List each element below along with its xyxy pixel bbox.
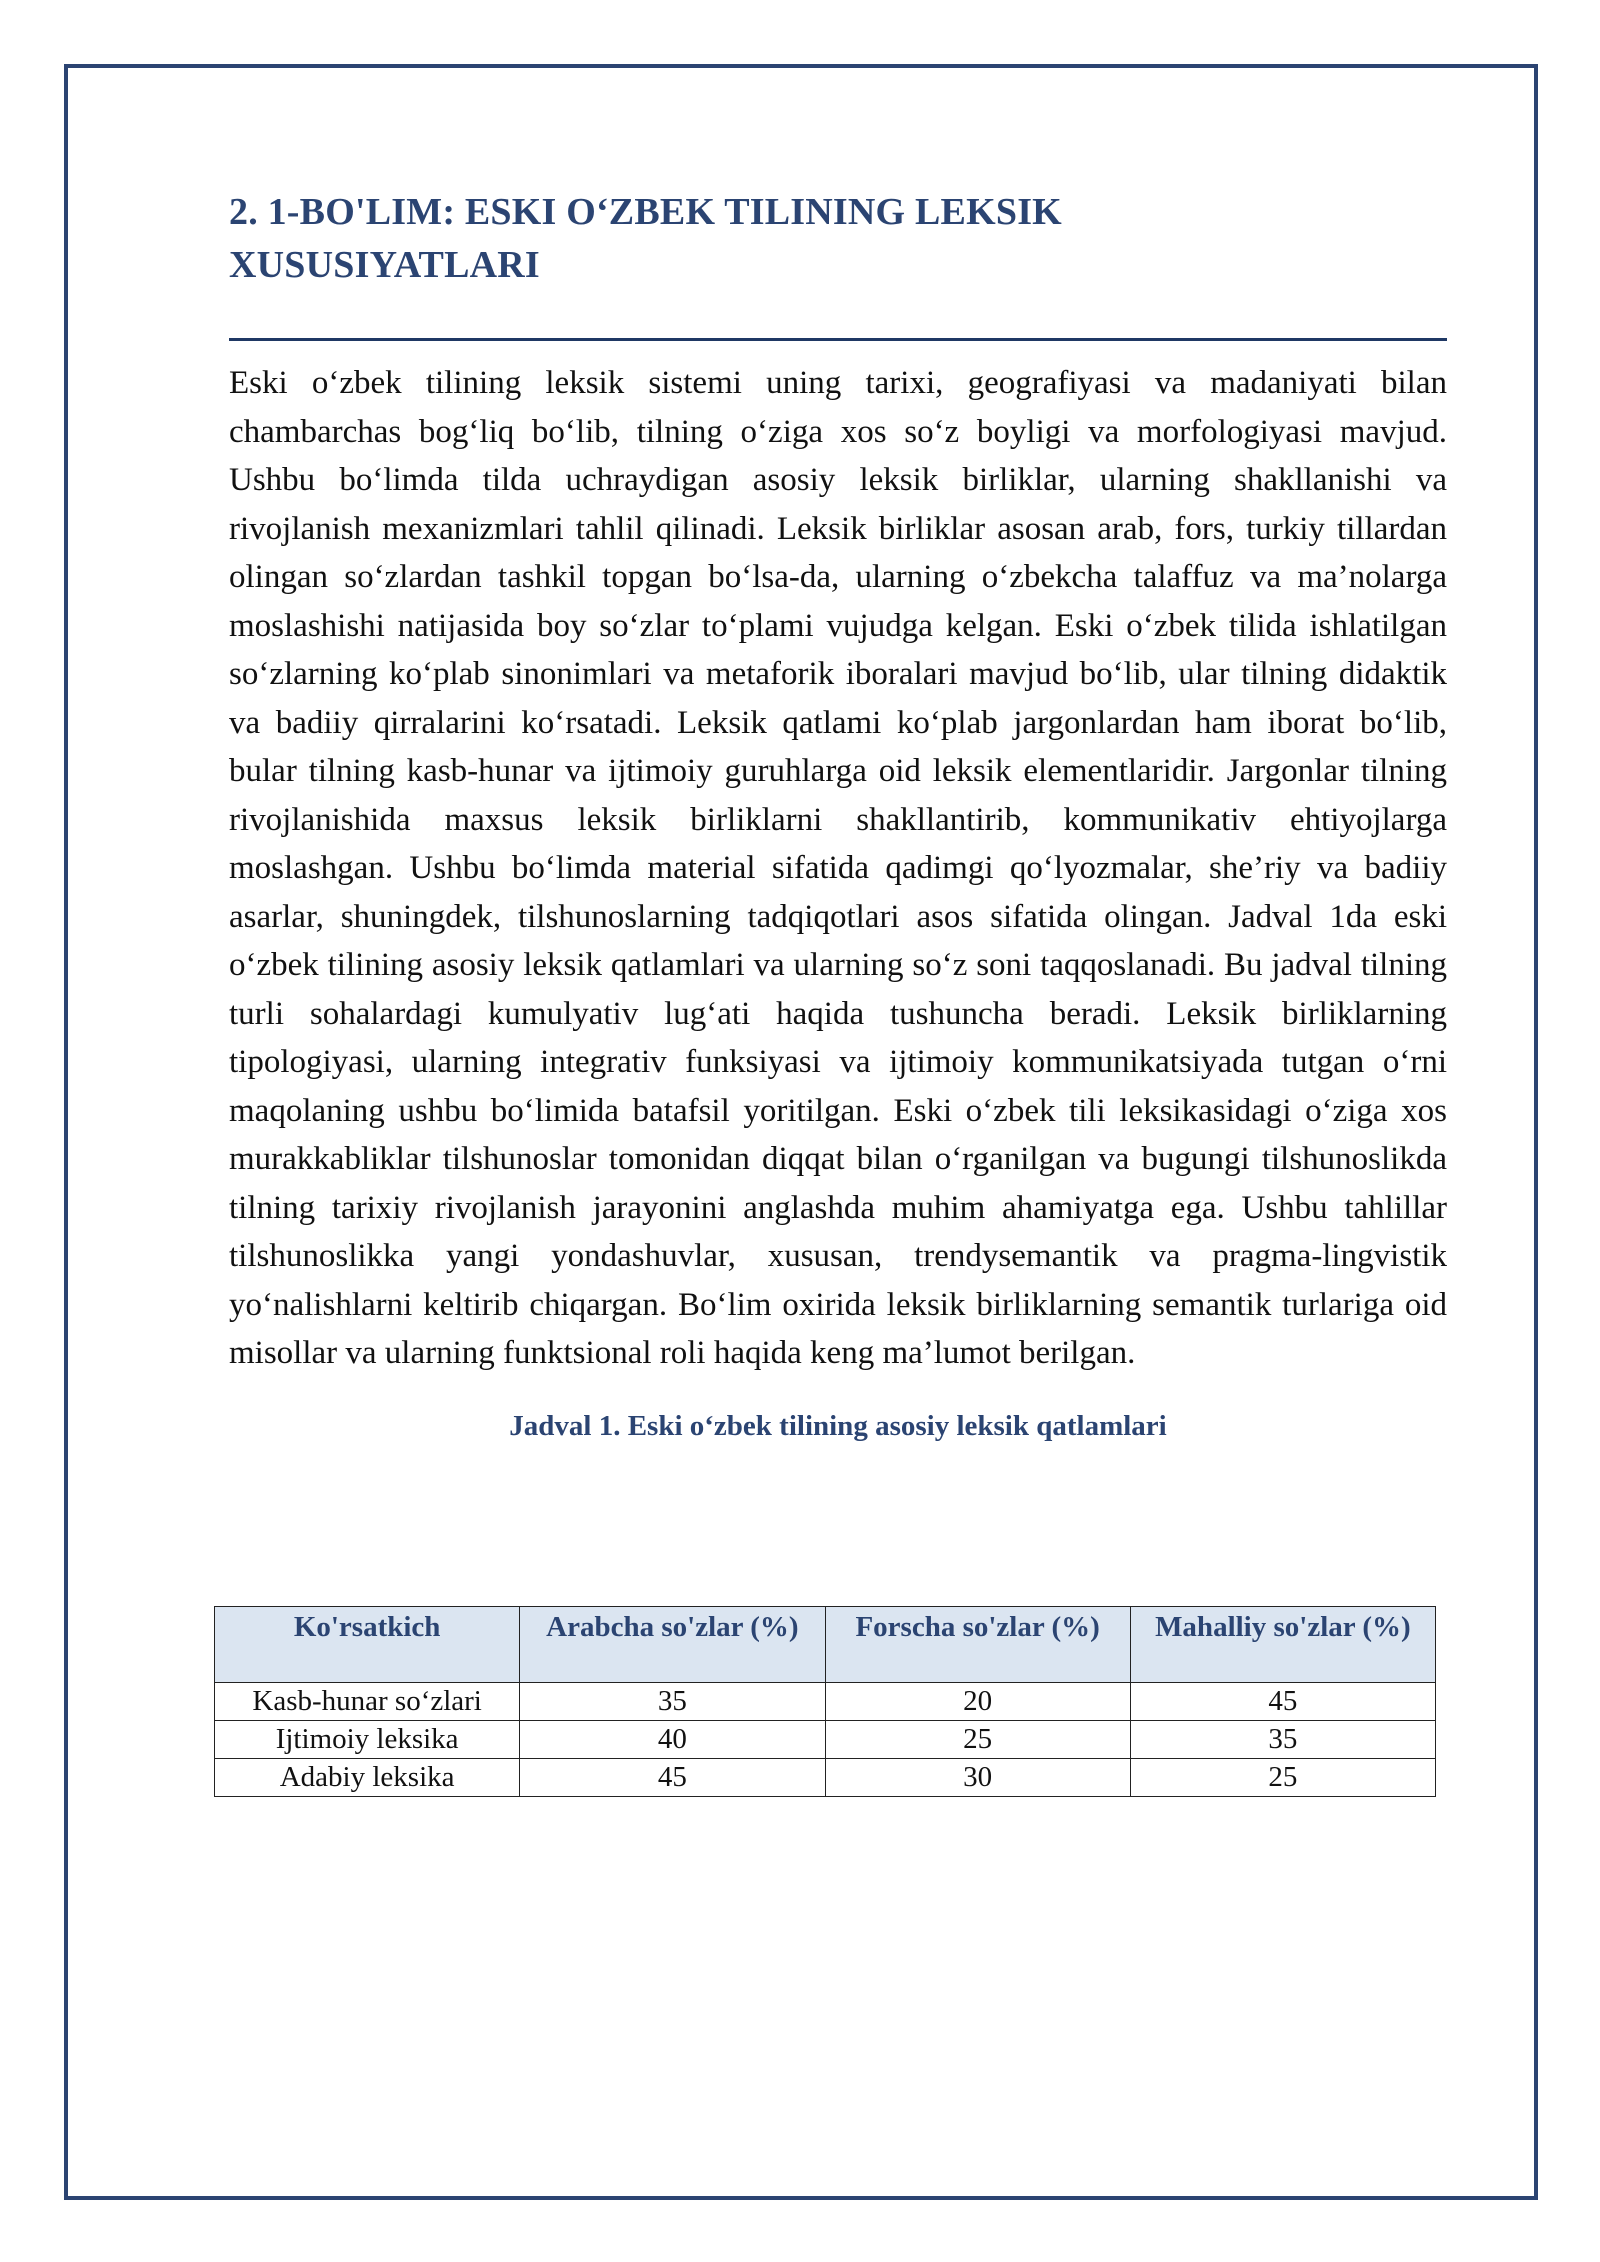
cell-local: 45 — [1130, 1683, 1435, 1721]
header-arabic-words: Arabcha so'zlar (%) — [520, 1607, 825, 1683]
cell-arabic: 40 — [520, 1721, 825, 1759]
title-divider — [229, 338, 1447, 341]
section-title-line-1: 2. 1-BO'LIM: ESKI O‘ZBEK TILINING LEKSIK — [229, 191, 1062, 233]
row-label: Adabiy leksika — [215, 1759, 520, 1797]
section-title — [229, 186, 1447, 292]
page-content — [229, 186, 1447, 1446]
cell-arabic: 45 — [520, 1759, 825, 1797]
cell-persian: 30 — [825, 1759, 1130, 1797]
table-header-row — [215, 1607, 1436, 1683]
lexical-layers-table — [214, 1606, 1436, 1797]
table-container — [214, 1606, 1436, 1797]
table-row — [215, 1759, 1436, 1797]
header-indicator: Ko'rsatkich — [215, 1607, 520, 1683]
cell-local: 25 — [1130, 1759, 1435, 1797]
cell-persian: 20 — [825, 1683, 1130, 1721]
cell-local: 35 — [1130, 1721, 1435, 1759]
cell-arabic: 35 — [520, 1683, 825, 1721]
section-title-line-2: XUSUSIYATLARI — [229, 244, 540, 286]
cell-persian: 25 — [825, 1721, 1130, 1759]
row-label: Ijtimoiy leksika — [215, 1721, 520, 1759]
header-local-words: Mahalliy so'zlar (%) — [1130, 1607, 1435, 1683]
row-label: Kasb-hunar so‘zlari — [215, 1683, 520, 1721]
body-paragraph: Eski o‘zbek tilining leksik sistemi uning tarixi, geografiyasi va madaniyati bilan chambarchas bog‘liq bo‘lib, tilning o‘ziga xos so‘z boyligi va morfologiyasi mavjud. Ushbu bo‘limda tilda uchraydigan asosiy leksik birliklar, ularning shakllanishi va rivojlanish mexanizmlari tahlil qilinadi. Leksik birliklar asosan arab, fors, turkiy tillardan olingan so‘zlardan tashkil topgan bo‘lsa-da, ularning o‘zbekcha talaffuz va ma’nolarga moslashishi natijasida boy so‘zlar to‘plami vujudga kelgan. Eski o‘zbek tilida ishlatilgan so‘zlarning ko‘plab sinonimlari va metaforik iboralari mavjud bo‘lib, ular tilning didaktik va badiiy qirralarini ko‘rsatadi. Leksik qatlami ko‘plab jargonlardan ham iborat bo‘lib, bular tilning kasb-hunar va ijtimoiy guruhlarga oid leksik elementlaridir. Jargonlar tilning rivojlanishida maxsus leksik birliklarni shakllantirib, kommunikativ ehtiyojlarga moslashgan. Ushbu bo‘limda material sifatida qadimgi qo‘lyozmalar, she’riy va badiiy asarlar, shuningdek, tilshunoslarning tadqiqotlari asos sifatida olingan. Jadval 1da eski o‘zbek tilining asosiy leksik qatlamlari va ularning so‘z soni taqqoslanadi. Bu jadval tilning turli sohalardagi kumulyativ lug‘ati haqida tushuncha beradi. Leksik birliklarning tipologiyasi, ularning integrativ funksiyasi va ijtimoiy kommunikatsiyada tutgan o‘rni maqolaning ushbu bo‘limida batafsil yoritilgan. Eski o‘zbek tili leksikasidagi o‘ziga xos murakkabliklar tilshunoslar tomonidan diqqat bilan o‘rganilgan va bugungi tilshunoslikda tilning tarixiy rivojlanish jarayonini anglashda muhim ahamiyatga ega. Ushbu tahlillar tilshunoslikka yangi yondashuvlar, xususan, trendysemantik va pragma-lingvistik yo‘nalishlarni keltirib chiqargan. Bo‘lim oxirida leksik birliklarning semantik turlariga oid misollar va ularning funktsional roli haqida keng ma’lumot berilgan. — [229, 365, 1447, 1371]
table-caption: Jadval 1. Eski o‘zbek tilining asosiy leksik qatlamlari — [509, 1409, 1167, 1442]
table-row — [215, 1721, 1436, 1759]
table-row — [215, 1683, 1436, 1721]
header-persian-words: Forscha so'zlar (%) — [825, 1607, 1130, 1683]
